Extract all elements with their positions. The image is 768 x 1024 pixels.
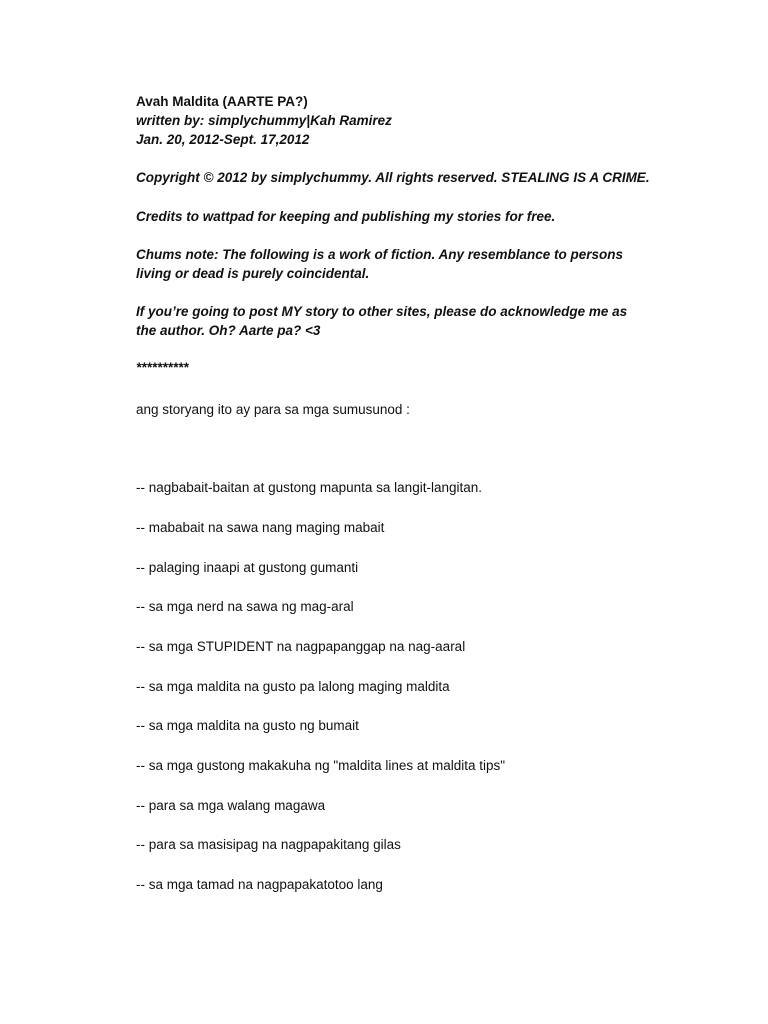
date-line: Jan. 20, 2012-Sept. 17,2012 (136, 132, 310, 147)
intro-line: ang storyang ito ay para sa mga sumusunod : (136, 402, 410, 417)
list-item: -- sa mga nerd na sawa ng mag-aral (136, 599, 354, 614)
copyright-notice: Copyright © 2012 by simplychummy. All rights reserved. STEALING IS A CRIME. (136, 170, 650, 185)
post-note-line-2: the author. Oh? Aarte pa? <3 (136, 323, 321, 338)
list-item: -- para sa mga walang magawa (136, 798, 326, 813)
credits-note: Credits to wattpad for keeping and publishing my stories for free. (136, 209, 556, 224)
list-item: -- sa mga maldita na gusto pa lalong maging maldita (136, 679, 450, 694)
post-note-line-1: If you’re going to post MY story to other sites, please do acknowledge me as (136, 304, 628, 319)
chums-note-line-2: living or dead is purely coincidental. (136, 266, 370, 281)
story-title: Avah Maldita (AARTE PA?) (136, 94, 308, 109)
list-item: -- sa mga gustong makakuha ng "maldita lines at maldita tips" (136, 758, 506, 773)
list-item: -- sa mga STUPIDENT na nagpapanggap na nag-aaral (136, 639, 466, 654)
author-line: written by: simplychummy|Kah Ramirez (136, 113, 392, 128)
separator: ********** (136, 360, 189, 375)
list-item: -- nagbabait-baitan at gustong mapunta sa langit-langitan. (136, 480, 482, 495)
list-item: -- sa mga tamad na nagpapakatotoo lang (136, 877, 383, 892)
list-item: -- mababait na sawa nang maging mabait (136, 520, 385, 535)
list-item: -- sa mga maldita na gusto ng bumait (136, 718, 359, 733)
list-item: -- palaging inaapi at gustong gumanti (136, 560, 359, 575)
chums-note-line-1: Chums note: The following is a work of fiction. Any resemblance to persons (136, 247, 624, 262)
list-item: -- para sa masisipag na nagpapakitang gilas (136, 837, 401, 852)
